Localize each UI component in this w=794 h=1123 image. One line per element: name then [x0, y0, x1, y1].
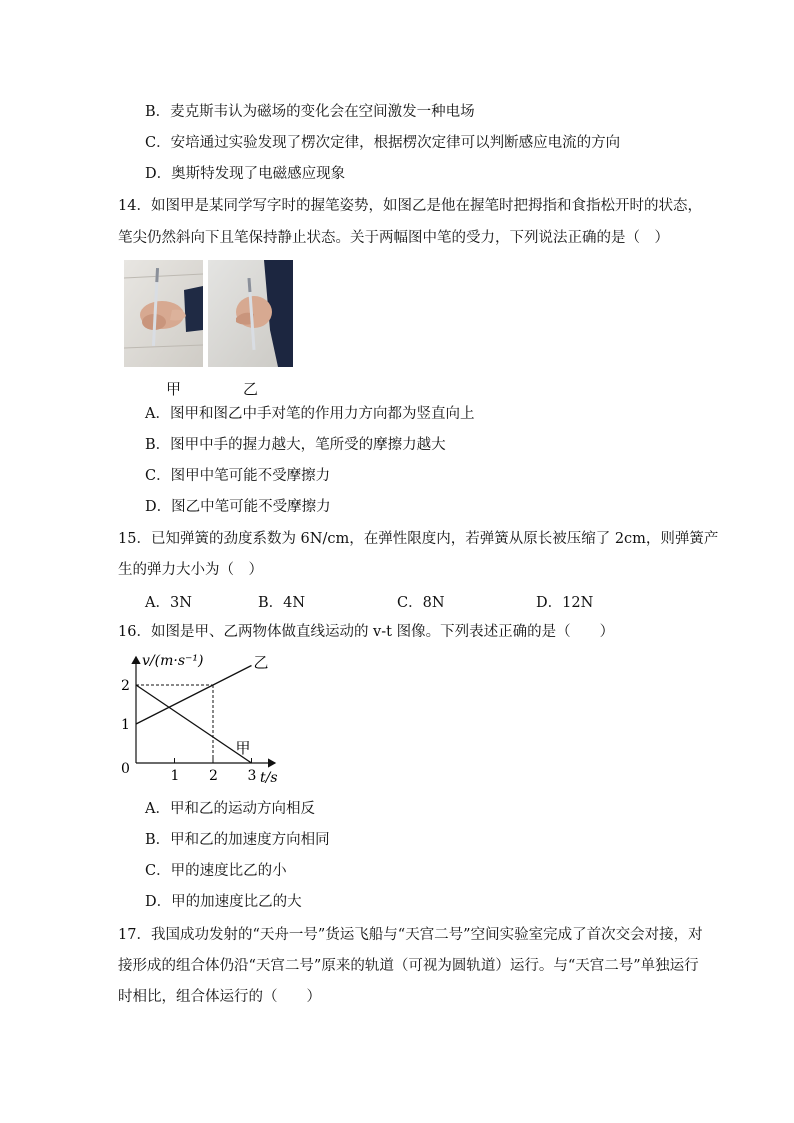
q15-option-a: A．3N — [145, 595, 192, 611]
q15-stem-line1: 15．已知弹簧的劲度系数为 6N/cm，在弹性限度内，若弹簧从原长被压缩了 2cm，则弹簧产 — [118, 531, 719, 547]
x-axis-label: t/s — [260, 770, 278, 786]
x-tick-label: 1 — [170, 768, 180, 784]
q14-option-a: A．图甲和图乙中手对笔的作用力方向都为竖直向上 — [145, 406, 475, 422]
q16-option-b: B．甲和乙的加速度方向相同 — [145, 832, 330, 848]
photo-jia — [124, 260, 203, 367]
y-axis-label: v/(m·s⁻¹) — [142, 653, 204, 669]
q16-option-c: C．甲的速度比乙的小 — [145, 863, 287, 879]
q13-option-d: D．奥斯特发现了电磁感应现象 — [145, 166, 346, 182]
q16-stem: 16．如图是甲、乙两物体做直线运动的 v-t 图像。下列表述正确的是（ ） — [118, 624, 615, 640]
q16-option-a: A．甲和乙的运动方向相反 — [145, 801, 315, 817]
series-line-yi — [136, 666, 252, 725]
q17-stem-line2: 接形成的组合体仍沿“天宫二号”原来的轨道（可视为圆轨道）运行。与“天宫二号”单独运行 — [118, 958, 699, 974]
q15-option-b: B．4N — [258, 595, 306, 611]
photo-yi — [208, 260, 293, 367]
q17-stem-line3: 时相比，组合体运行的（ ） — [118, 989, 321, 1005]
q13-option-b: B．麦克斯韦认为磁场的变化会在空间激发一种电场 — [145, 104, 475, 120]
q14-stem-line2: 笔尖仍然斜向下且笔保持静止状态。关于两幅图中笔的受力，下列说法正确的是（ ） — [118, 230, 669, 246]
y-tick-label: 1 — [121, 717, 130, 733]
series-label: 乙 — [253, 653, 269, 672]
caption-jia: 甲 — [166, 380, 182, 398]
q15-option-c: C．8N — [397, 595, 445, 611]
y-tick-label: 0 — [121, 761, 130, 777]
x-tick-label: 3 — [247, 768, 257, 784]
q15-options — [0, 591, 794, 611]
q13-option-c: C．安培通过实验发现了楞次定律，根据楞次定律可以判断感应电流的方向 — [145, 135, 621, 151]
q14-stem-line1: 14．如图甲是某同学写字时的握笔姿势，如图乙是他在握笔时把拇指和食指松开时的状态， — [118, 198, 702, 214]
q15-stem-line2: 生的弹力大小为（ ） — [118, 562, 263, 578]
series-line-jia — [136, 685, 252, 763]
series-label: 甲 — [235, 739, 251, 757]
q16-option-d: D．甲的加速度比乙的大 — [145, 894, 302, 910]
q14-option-d: D．图乙中笔可能不受摩擦力 — [145, 499, 331, 515]
vt-chart — [110, 645, 295, 790]
q17-stem-line1: 17．我国成功发射的“天舟一号”货运飞船与“天宫二号”空间实验室完成了首次交会对接，对 — [118, 927, 703, 943]
caption-yi: 乙 — [243, 380, 259, 398]
x-tick-label: 2 — [209, 768, 218, 784]
q14-option-b: B．图甲中手的握力越大，笔所受的摩擦力越大 — [145, 437, 446, 453]
q15-option-d: D．12N — [536, 595, 594, 611]
y-tick-label: 2 — [121, 678, 130, 694]
q14-option-c: C．图甲中笔可能不受摩擦力 — [145, 468, 331, 484]
